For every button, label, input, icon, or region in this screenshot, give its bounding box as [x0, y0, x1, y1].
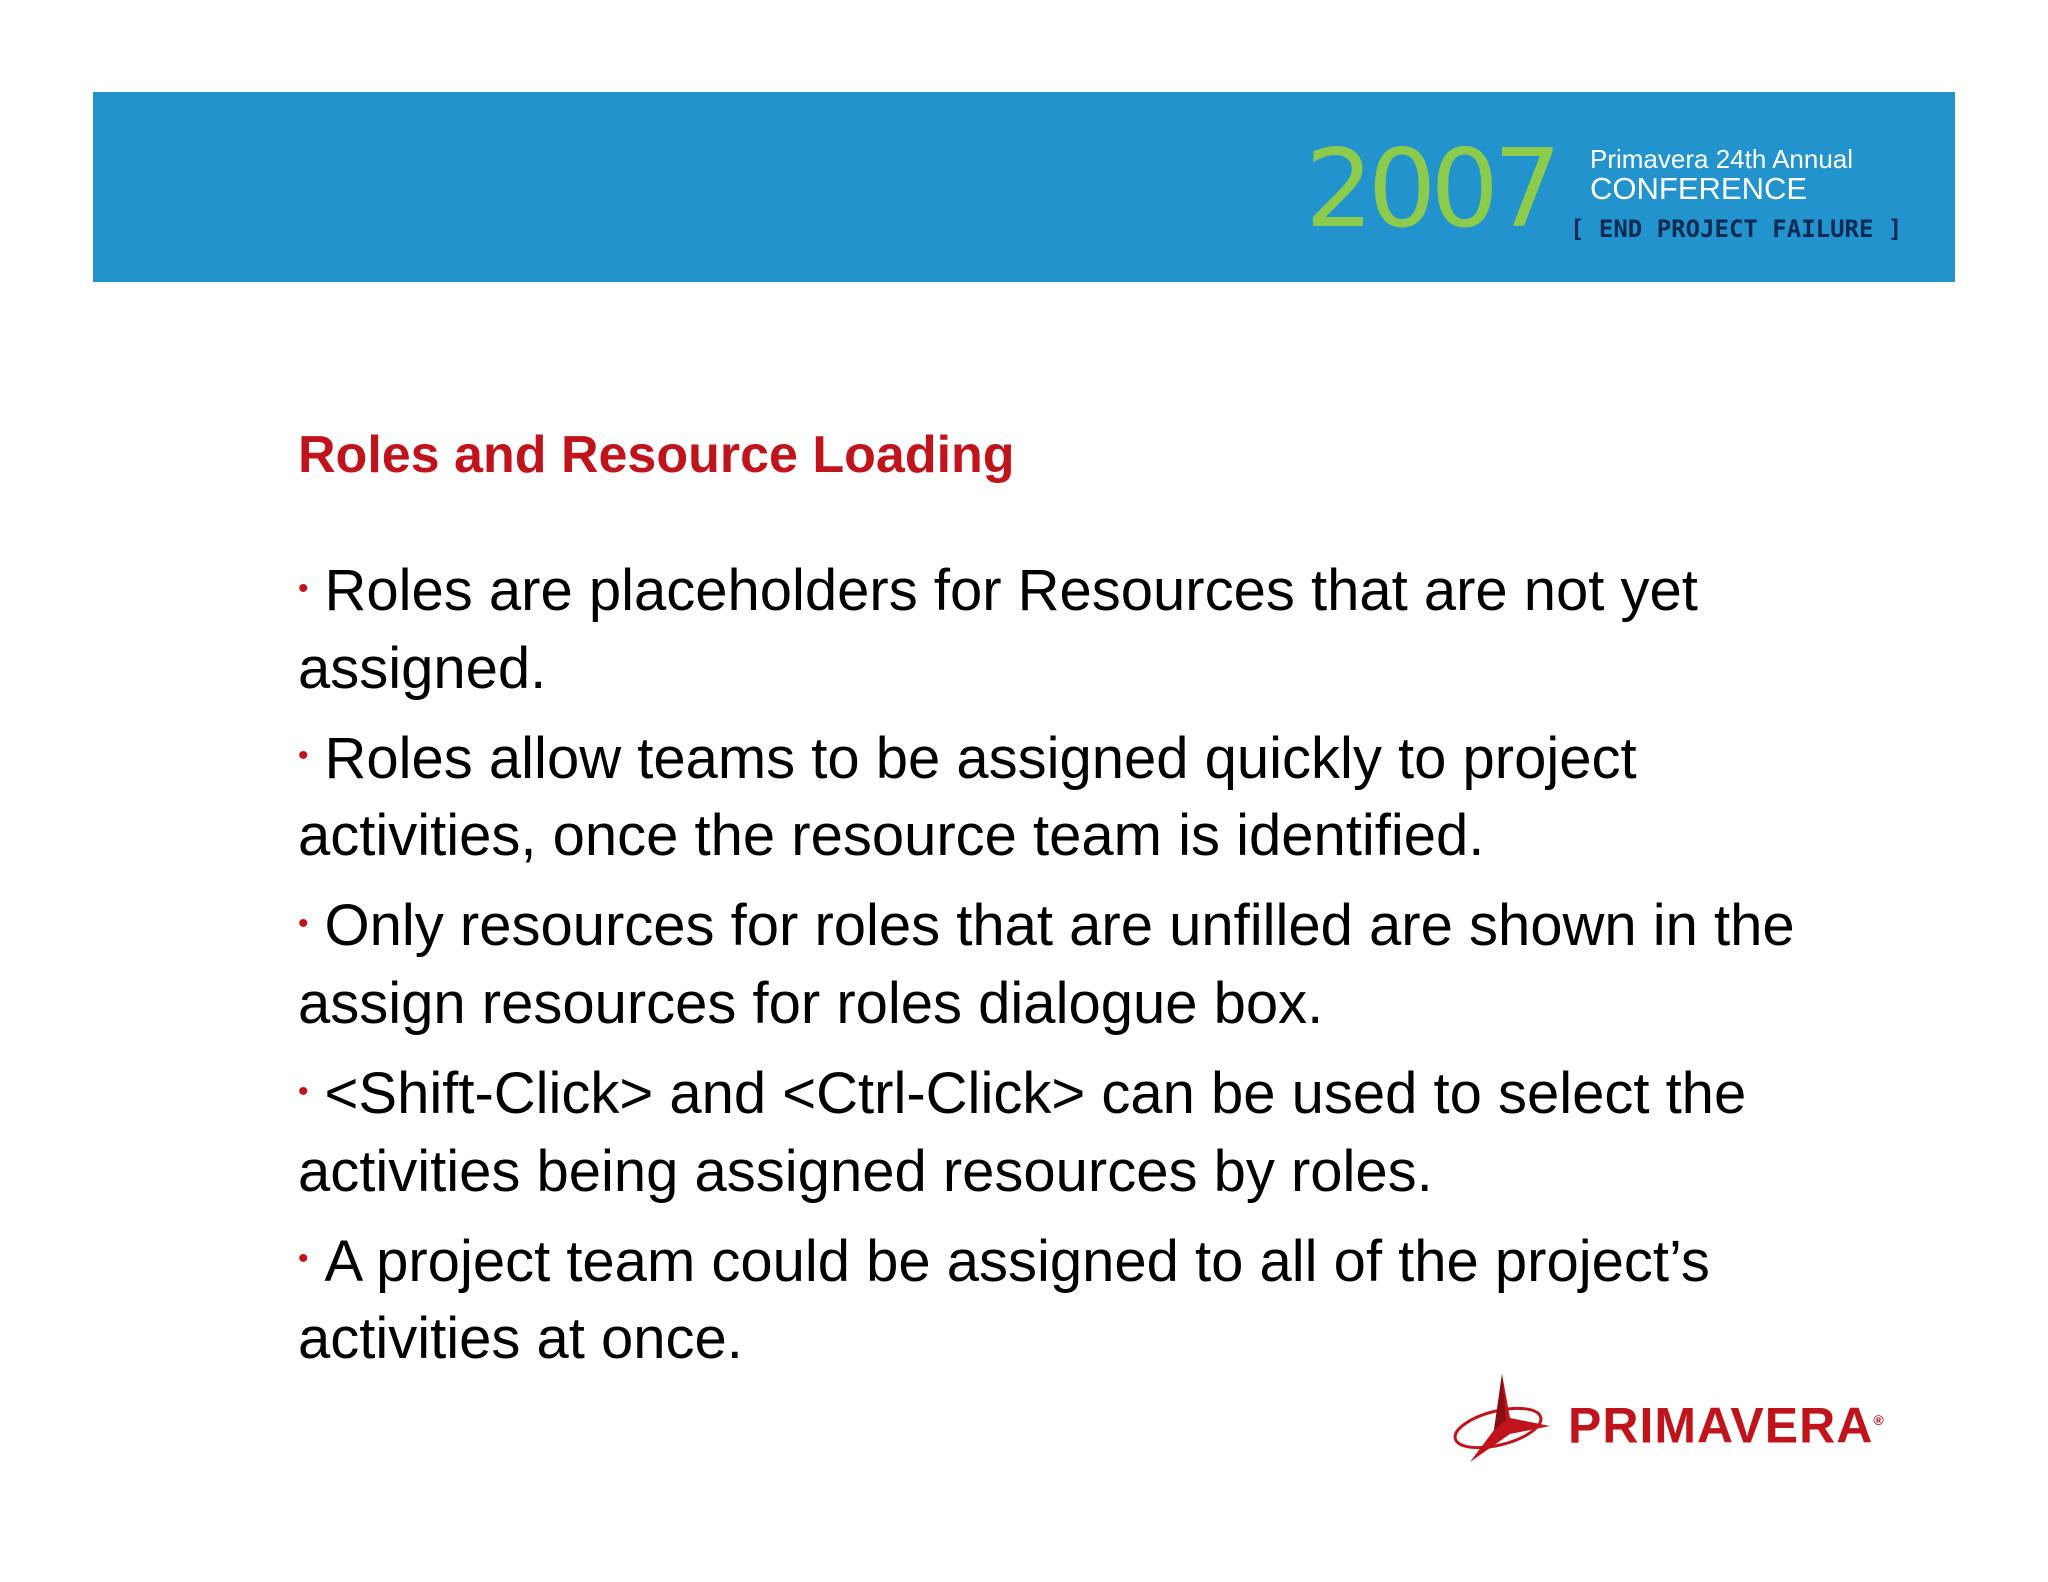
conference-year: 2007 — [1305, 127, 1556, 252]
brand-name: PRIMAVERA — [1568, 1397, 1874, 1454]
primavera-wordmark — [1568, 1390, 1884, 1456]
bullet-dot-icon: • — [298, 1074, 309, 1108]
conference-label: CONFERENCE — [1590, 171, 1808, 206]
bullet-text: Roles allow teams to be assigned quickly to project activities, once the resource team is identified. — [298, 725, 1637, 869]
bullet-dot-icon: • — [298, 739, 309, 773]
bullet-text: Only resources for roles that are unfilled are shown in the assign resources for roles dialogue box. — [298, 893, 1795, 1037]
bullet-item — [298, 1225, 1858, 1377]
primavera-logo — [1450, 1370, 1900, 1470]
bullet-text: <Shift-Click> and <Ctrl-Click> can be used to select the activities being assigned resources by roles. — [298, 1061, 1747, 1204]
bullet-list — [298, 554, 1858, 1376]
bullet-item — [298, 1057, 1858, 1209]
registered-mark: ® — [1873, 1412, 1884, 1428]
conference-logo — [1270, 127, 1903, 252]
slide-title: Roles and Resource Loading — [298, 426, 1015, 484]
conference-name: Primavera 24th Annual — [1590, 144, 1854, 174]
bullet-item — [298, 554, 1858, 706]
bullet-item — [298, 889, 1858, 1041]
primavera-star-icon — [1450, 1370, 1565, 1470]
bullet-text: Roles are placeholders for Resources that are not yet assigned. — [298, 558, 1698, 701]
bullet-dot-icon: • — [298, 1242, 309, 1276]
bullet-text: A project team could be assigned to all of the project’s activities at once. — [298, 1228, 1710, 1372]
conference-tagline: [ END PROJECT FAILURE ] — [1570, 215, 1903, 243]
bullet-dot-icon: • — [298, 907, 309, 941]
slide-content — [298, 420, 1858, 1392]
bullet-item — [298, 722, 1858, 874]
bullet-dot-icon: • — [298, 571, 309, 605]
